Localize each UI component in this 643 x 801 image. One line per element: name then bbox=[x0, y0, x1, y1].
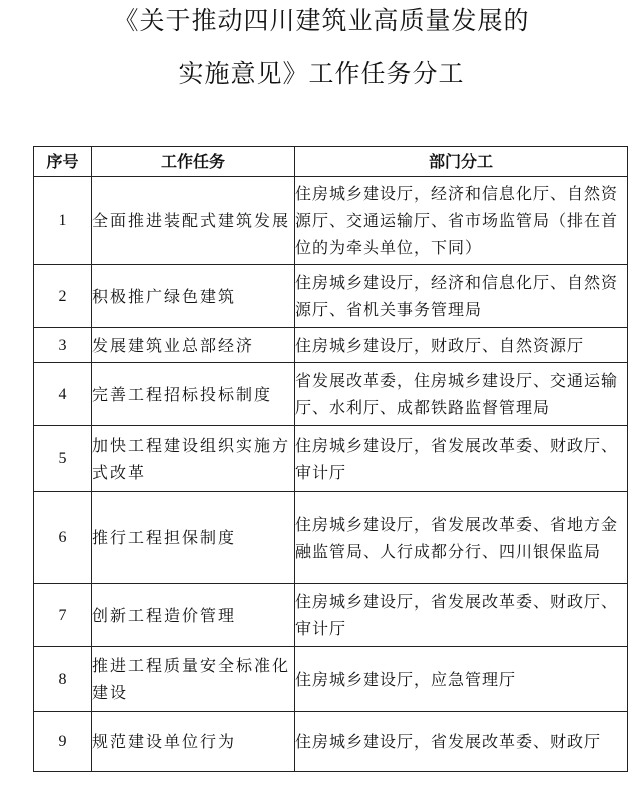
row-dept: 省发展改革委，住房城乡建设厅、交通运输厅、水利厅、成都铁路监督管理局 bbox=[295, 363, 628, 426]
document-title-line-1: 《关于推动四川建筑业高质量发展的 bbox=[113, 6, 530, 35]
table-row bbox=[34, 647, 628, 712]
header-task: 工作任务 bbox=[92, 147, 295, 177]
table-row bbox=[34, 177, 628, 265]
header-dept: 部门分工 bbox=[295, 147, 628, 177]
row-dept: 住房城乡建设厅，财政厅、自然资源厅 bbox=[295, 328, 628, 363]
table-row bbox=[34, 584, 628, 647]
row-index: 4 bbox=[34, 363, 92, 426]
row-task: 完善工程招标投标制度 bbox=[92, 363, 295, 426]
table-row bbox=[34, 265, 628, 328]
row-index: 6 bbox=[34, 492, 92, 584]
table-row bbox=[34, 328, 628, 363]
row-index: 2 bbox=[34, 265, 92, 328]
document-title-line-2: 实施意见》工作任务分工 bbox=[178, 59, 465, 88]
table-row bbox=[34, 363, 628, 426]
table-row bbox=[34, 426, 628, 492]
row-index: 5 bbox=[34, 426, 92, 492]
row-dept: 住房城乡建设厅，经济和信息化厅、自然资源厅、省机关事务管理局 bbox=[295, 265, 628, 328]
row-task: 规范建设单位行为 bbox=[92, 712, 295, 772]
row-task: 推进工程质量安全标准化建设 bbox=[92, 647, 295, 712]
row-task: 全面推进装配式建筑发展 bbox=[92, 177, 295, 265]
row-index: 3 bbox=[34, 328, 92, 363]
row-dept: 住房城乡建设厅，省发展改革委、财政厅 bbox=[295, 712, 628, 772]
row-dept: 住房城乡建设厅，省发展改革委、财政厅、审计厅 bbox=[295, 584, 628, 647]
row-task: 创新工程造价管理 bbox=[92, 584, 295, 647]
table-header-row bbox=[34, 147, 628, 177]
row-index: 7 bbox=[34, 584, 92, 647]
header-index: 序号 bbox=[34, 147, 92, 177]
row-dept: 住房城乡建设厅，经济和信息化厅、自然资源厅、交通运输厅、省市场监管局（排在首位的为牵头单位，下同） bbox=[295, 177, 628, 265]
row-index: 8 bbox=[34, 647, 92, 712]
task-division-table bbox=[33, 146, 628, 772]
row-index: 1 bbox=[34, 177, 92, 265]
row-task: 加快工程建设组织实施方式改革 bbox=[92, 426, 295, 492]
row-dept: 住房城乡建设厅，省发展改革委、省地方金融监管局、人行成都分行、四川银保监局 bbox=[295, 492, 628, 584]
row-task: 发展建筑业总部经济 bbox=[92, 328, 295, 363]
row-index: 9 bbox=[34, 712, 92, 772]
row-dept: 住房城乡建设厅，应急管理厅 bbox=[295, 647, 628, 712]
row-task: 积极推广绿色建筑 bbox=[92, 265, 295, 328]
row-task: 推行工程担保制度 bbox=[92, 492, 295, 584]
table-row bbox=[34, 492, 628, 584]
table-row bbox=[34, 712, 628, 772]
row-dept: 住房城乡建设厅，省发展改革委、财政厅、审计厅 bbox=[295, 426, 628, 492]
